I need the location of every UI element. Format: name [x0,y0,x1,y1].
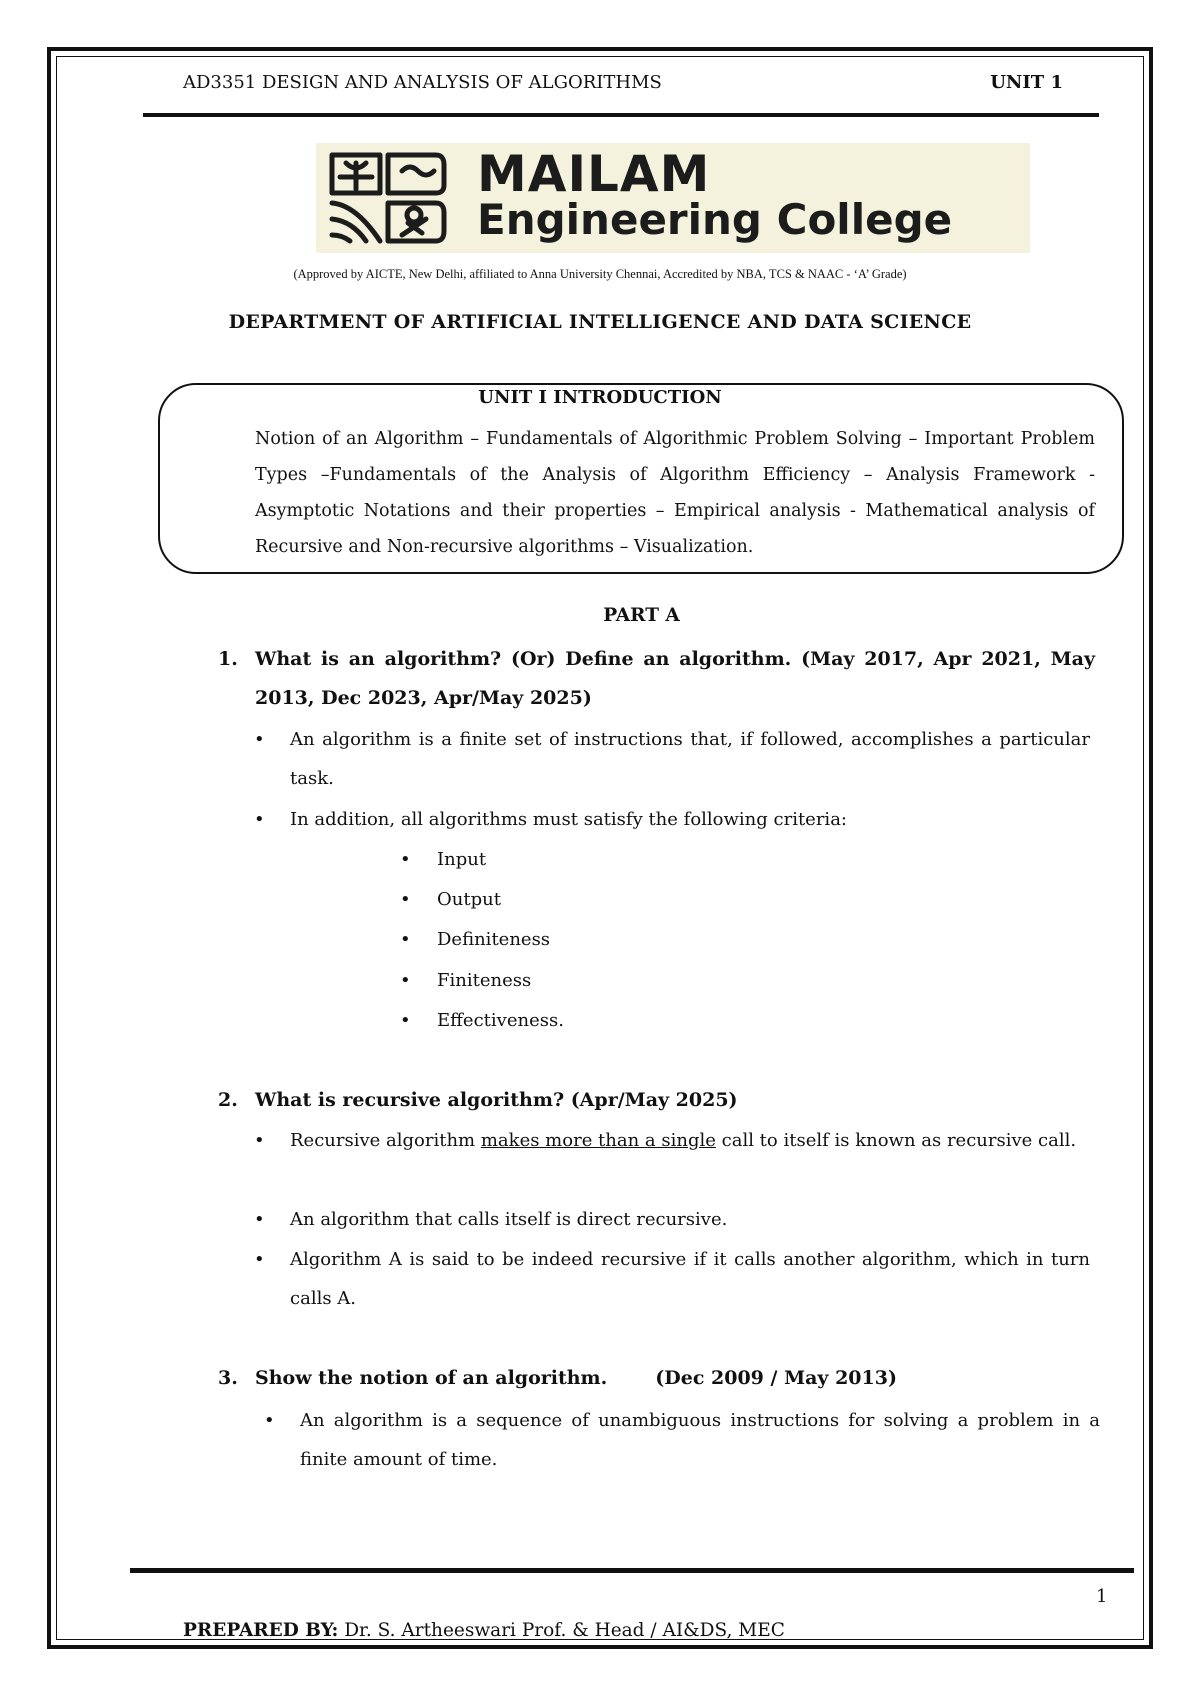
list-item-text: An algorithm is a sequence of unambiguous instructions for solving a problem in a finite amount of time. [300,1410,1100,1470]
bullet-icon: • [254,1249,265,1270]
criteria-text: Effectiveness. [437,1010,564,1031]
text-segment: call to itself is known as recursive call. [715,1130,1077,1151]
question-dates: (Dec 2009 / May 2013) [655,1367,897,1389]
criteria-text: Input [437,849,487,870]
question-title: Show the notion of an algorithm. [255,1367,608,1389]
bullet-icon: • [400,849,411,870]
list-item-text: An algorithm is a finite set of instructions that, if followed, accomplishes a particular task. [290,729,1090,789]
text-segment: Recursive algorithm [290,1130,481,1151]
part-heading: PART A [603,605,680,626]
prepared-name: Dr. S. Artheeswari Prof. & Head / AI&DS, MEC [338,1620,785,1641]
approval-note: (Approved by AICTE, New Delhi, affiliated to Anna University Chennai, Accredited by NBA, TCS & NAAC - ‘A’ Grade) [293,267,907,281]
bullet-icon: • [254,729,265,750]
unit-label: UNIT 1 [990,72,1063,93]
criteria-text: Finiteness [437,970,532,991]
bullet-icon: • [264,1410,275,1431]
question-text [255,1359,1095,1398]
bullet-icon: • [254,1209,265,1230]
question-number: 3. [218,1367,238,1389]
underlined-phrase: makes more than a single [480,1130,716,1151]
question-text: What is an algorithm? (Or) Define an algorithm. (May 2017, Apr 2021, May 2013, Dec 2023, Apr/May 2025) [255,648,1095,709]
logo-name-line2: Engineering College [477,195,953,244]
prepared-label: PREPARED BY: [183,1620,339,1641]
syllabus-text: Notion of an Algorithm – Fundamentals of Algorithmic Problem Solving – Important Problem Types –Fundamentals of the Analysis of Algorithm Efficiency – Analysis Framework - Asymptotic Notations and their properties – Empirical analysis - Mathematical analysis of Recursive and Non-recursive algorithms – Visualization. [255,429,1095,557]
bullet-icon: • [400,889,411,910]
prepared-by [183,1620,785,1641]
footer-divider [130,1568,1134,1573]
bullet-icon: • [400,970,411,991]
list-item-text [290,1121,1090,1160]
bullet-icon: • [254,1130,265,1151]
department-title: DEPARTMENT OF ARTIFICIAL INTELLIGENCE AND DATA SCIENCE [228,311,972,333]
bullet-icon: • [400,1010,411,1031]
logo-name-line1: MAILAM [477,145,711,203]
criteria-text: Output [437,889,501,910]
header-divider [143,113,1099,117]
list-item-text: Algorithm A is said to be indeed recursive if it calls another algorithm, which in turn calls A. [290,1249,1090,1309]
bullet-icon: • [400,929,411,950]
question-text: What is recursive algorithm? (Apr/May 2025) [255,1089,738,1111]
bullet-icon: • [254,809,265,830]
page-number: 1 [1096,1586,1108,1607]
list-item-text: An algorithm that calls itself is direct recursive. [290,1209,728,1230]
criteria-text: Definiteness [437,929,551,950]
question-number: 2. [218,1089,238,1111]
course-title: AD3351 DESIGN AND ANALYSIS OF ALGORITHMS [183,72,662,93]
college-emblem-icon [326,149,450,247]
college-logo [316,143,1030,253]
list-item-text: In addition, all algorithms must satisfy the following criteria: [290,809,847,830]
syllabus-title: UNIT I INTRODUCTION [478,387,722,408]
question-number: 1. [218,648,238,670]
